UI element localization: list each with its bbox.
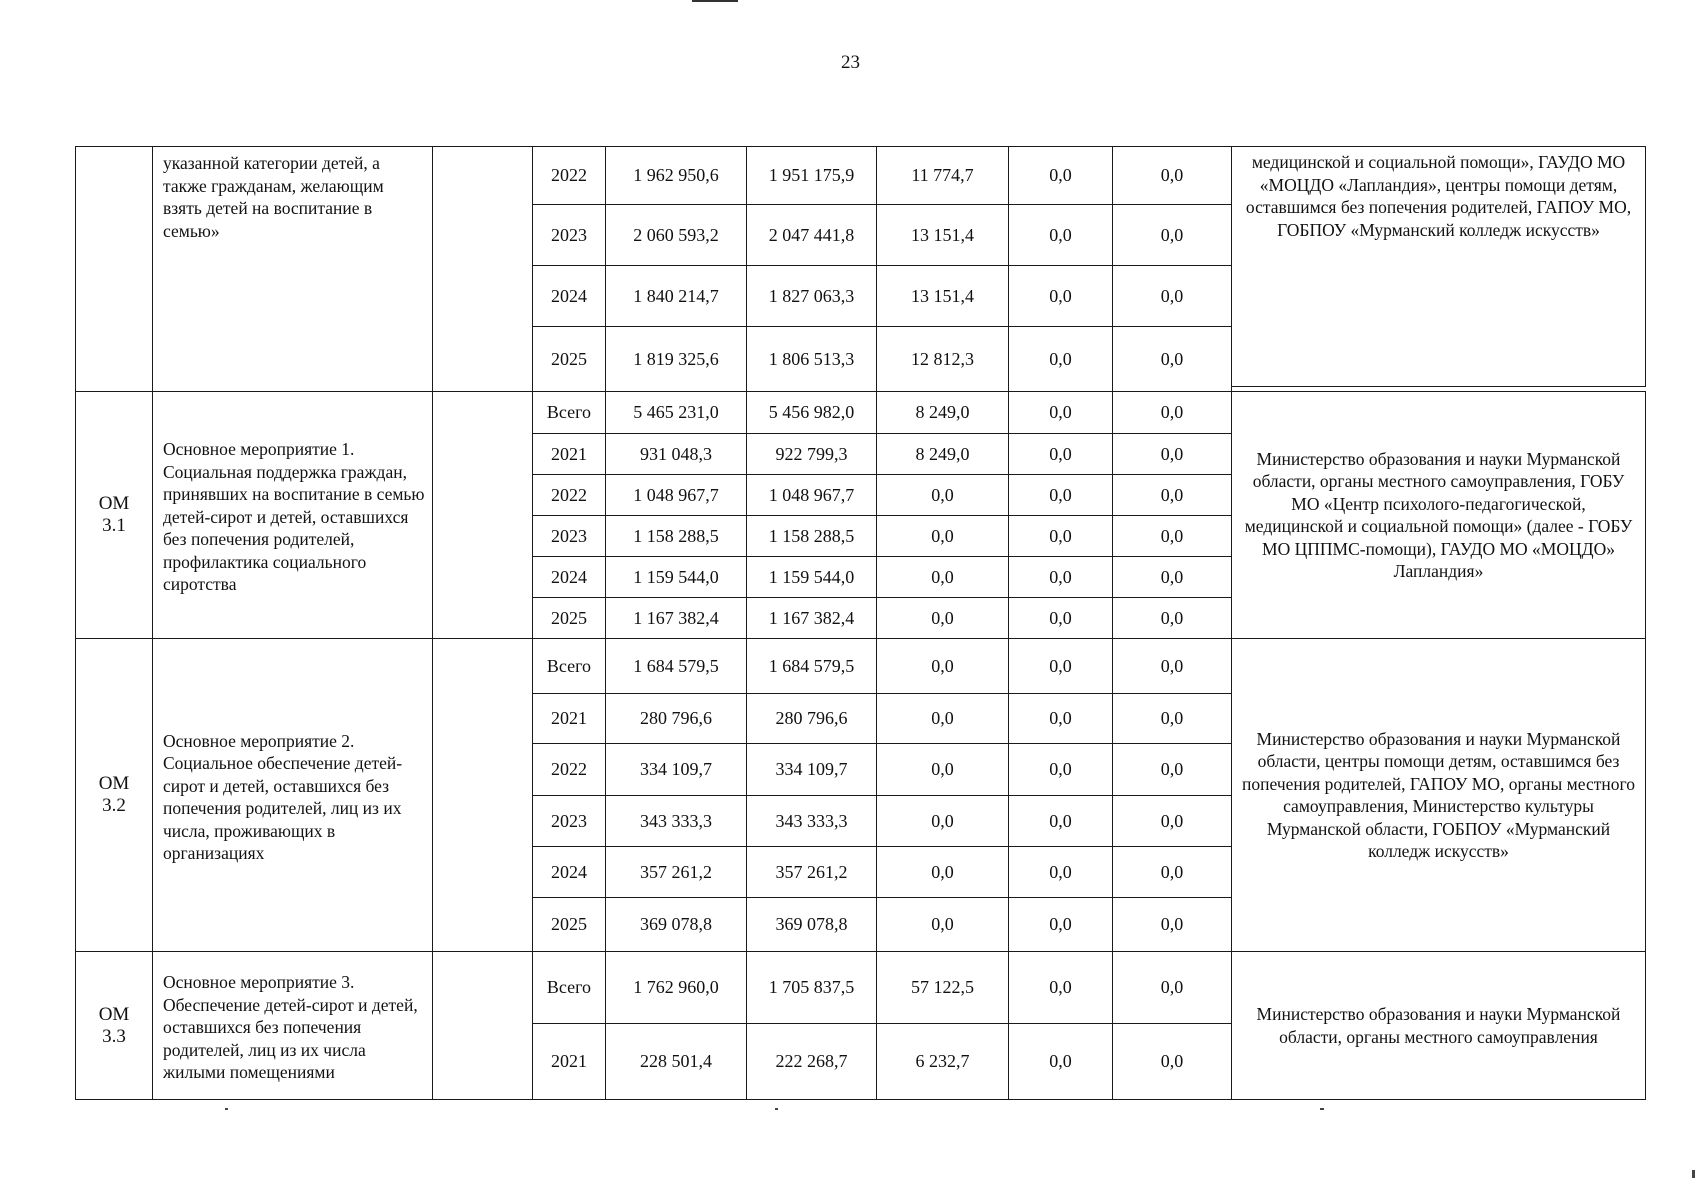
- activity-description-cell: [152, 391, 433, 639]
- other-sources-cell: 0,0: [1112, 433, 1232, 475]
- year-cell: 2022: [532, 474, 606, 516]
- year-cell: Всего: [532, 951, 606, 1024]
- other-sources-cell: 0,0: [1112, 597, 1232, 639]
- year-cell: 2024: [532, 265, 606, 327]
- responsible-executors-cell: [1231, 391, 1646, 639]
- local-budget-cell: 0,0: [1008, 597, 1113, 639]
- other-sources-cell: 0,0: [1112, 693, 1232, 744]
- federal-budget-cell: 0,0: [876, 897, 1009, 952]
- local-budget-cell: 0,0: [1008, 897, 1113, 952]
- activity-description: указанной категории детей, а также гражданам, желающим взять детей на воспитание в семью»: [163, 153, 384, 241]
- federal-budget-cell: 11 774,7: [876, 146, 1009, 205]
- other-sources-cell: 0,0: [1112, 1023, 1232, 1100]
- year-cell: 2024: [532, 556, 606, 598]
- responsible-executors: медицинской и социальной помощи», ГАУДО МО «МОЦДО «Лапландия», центры помощи детям, оставшимся без попечения родителей, ГАПОУ МО, ГОБПОУ «Мурманский колледж искусств»: [1245, 152, 1632, 240]
- empty-column-cell: [432, 951, 533, 1100]
- federal-budget-cell: 13 151,4: [876, 204, 1009, 266]
- local-budget-cell: 0,0: [1008, 515, 1113, 557]
- regional-budget-cell: 357 261,2: [746, 846, 877, 898]
- federal-budget-cell: 0,0: [876, 597, 1009, 639]
- responsible-executors-cell: [1231, 638, 1646, 952]
- total-cell: 5 465 231,0: [605, 391, 747, 434]
- regional-budget-cell: 1 951 175,9: [746, 146, 877, 205]
- total-cell: 1 819 325,6: [605, 326, 747, 392]
- total-cell: 1 762 960,0: [605, 951, 747, 1024]
- federal-budget-cell: 0,0: [876, 556, 1009, 598]
- regional-budget-cell: 922 799,3: [746, 433, 877, 475]
- other-sources-cell: 0,0: [1112, 846, 1232, 898]
- local-budget-cell: 0,0: [1008, 693, 1113, 744]
- local-budget-cell: 0,0: [1008, 743, 1113, 796]
- year-cell: Всего: [532, 638, 606, 694]
- local-budget-cell: 0,0: [1008, 846, 1113, 898]
- total-cell: 1 962 950,6: [605, 146, 747, 205]
- federal-budget-cell: 0,0: [876, 846, 1009, 898]
- other-sources-cell: 0,0: [1112, 556, 1232, 598]
- scan-speck: [775, 1108, 778, 1110]
- regional-budget-cell: 1 827 063,3: [746, 265, 877, 327]
- other-sources-cell: 0,0: [1112, 795, 1232, 847]
- total-cell: 1 684 579,5: [605, 638, 747, 694]
- scan-speck: [1320, 1108, 1324, 1110]
- other-sources-cell: 0,0: [1112, 897, 1232, 952]
- empty-column-cell: [432, 391, 533, 639]
- other-sources-cell: 0,0: [1112, 391, 1232, 434]
- responsible-executors-cell: [1231, 951, 1646, 1100]
- local-budget-cell: 0,0: [1008, 474, 1113, 516]
- activity-code-cell: [75, 146, 153, 392]
- activity-description-cell: [152, 951, 433, 1100]
- local-budget-cell: 0,0: [1008, 433, 1113, 475]
- total-cell: 280 796,6: [605, 693, 747, 744]
- scan-mark: [692, 0, 738, 2]
- federal-budget-cell: 12 812,3: [876, 326, 1009, 392]
- regional-budget-cell: 1 684 579,5: [746, 638, 877, 694]
- responsible-executors: Министерство образования и науки Мурманской области, органы местного самоуправления, ГОБУ МО «Центр психолого-педагогической, медицинской и социальной помощи» (далее - ГОБУ МО ЦППМС-помощи), ГАУДО МО «МОЦДО» Лапландия»: [1244, 448, 1633, 581]
- scan-speck: [225, 1108, 228, 1110]
- other-sources-cell: 0,0: [1112, 515, 1232, 557]
- activity-code: ОМ 3.1: [98, 493, 130, 536]
- year-cell: 2022: [532, 146, 606, 205]
- total-cell: 343 333,3: [605, 795, 747, 847]
- total-cell: 334 109,7: [605, 743, 747, 796]
- federal-budget-cell: 0,0: [876, 795, 1009, 847]
- federal-budget-cell: 8 249,0: [876, 391, 1009, 434]
- regional-budget-cell: 5 456 982,0: [746, 391, 877, 434]
- federal-budget-cell: 8 249,0: [876, 433, 1009, 475]
- other-sources-cell: 0,0: [1112, 326, 1232, 392]
- regional-budget-cell: 1 159 544,0: [746, 556, 877, 598]
- other-sources-cell: 0,0: [1112, 951, 1232, 1024]
- total-cell: 357 261,2: [605, 846, 747, 898]
- other-sources-cell: 0,0: [1112, 146, 1232, 205]
- regional-budget-cell: 1 167 382,4: [746, 597, 877, 639]
- page-number: 23: [841, 52, 860, 73]
- activity-description: Основное мероприятие 3. Обеспечение детей-сирот и детей, оставшихся без попечения родителей, лиц из их числа жилыми помещениями: [163, 972, 418, 1083]
- federal-budget-cell: 0,0: [876, 693, 1009, 744]
- regional-budget-cell: 280 796,6: [746, 693, 877, 744]
- year-cell: 2025: [532, 597, 606, 639]
- year-cell: 2023: [532, 204, 606, 266]
- responsible-executors-cell: [1231, 146, 1646, 387]
- local-budget-cell: 0,0: [1008, 951, 1113, 1024]
- local-budget-cell: 0,0: [1008, 146, 1113, 205]
- federal-budget-cell: 13 151,4: [876, 265, 1009, 327]
- regional-budget-cell: 1 158 288,5: [746, 515, 877, 557]
- total-cell: 228 501,4: [605, 1023, 747, 1100]
- year-cell: 2021: [532, 1023, 606, 1100]
- other-sources-cell: 0,0: [1112, 265, 1232, 327]
- year-cell: 2023: [532, 515, 606, 557]
- empty-column-cell: [432, 638, 533, 952]
- federal-budget-cell: 0,0: [876, 515, 1009, 557]
- activity-code-cell: [75, 951, 153, 1100]
- federal-budget-cell: 0,0: [876, 638, 1009, 694]
- year-cell: 2025: [532, 897, 606, 952]
- activity-code: ОМ 3.3: [98, 1003, 130, 1047]
- activity-code-cell: [75, 638, 153, 952]
- year-cell: 2021: [532, 433, 606, 475]
- scan-speck: [1692, 1170, 1695, 1178]
- regional-budget-cell: 334 109,7: [746, 743, 877, 796]
- year-cell: 2022: [532, 743, 606, 796]
- regional-budget-cell: 1 705 837,5: [746, 951, 877, 1024]
- empty-column-cell: [432, 146, 533, 392]
- regional-budget-cell: 2 047 441,8: [746, 204, 877, 266]
- federal-budget-cell: 0,0: [876, 474, 1009, 516]
- activity-description-cell: [152, 638, 433, 952]
- federal-budget-cell: 6 232,7: [876, 1023, 1009, 1100]
- activity-description: Основное мероприятие 2. Социальное обеспечение детей-сирот и детей, оставшихся без попечения родителей, лиц из их числа, проживающих в организациях: [163, 730, 403, 863]
- local-budget-cell: 0,0: [1008, 1023, 1113, 1100]
- total-cell: 1 048 967,7: [605, 474, 747, 516]
- total-cell: 2 060 593,2: [605, 204, 747, 266]
- local-budget-cell: 0,0: [1008, 556, 1113, 598]
- year-cell: 2024: [532, 846, 606, 898]
- total-cell: 1 158 288,5: [605, 515, 747, 557]
- regional-budget-cell: 222 268,7: [746, 1023, 877, 1100]
- total-cell: 1 840 214,7: [605, 265, 747, 327]
- total-cell: 931 048,3: [605, 433, 747, 475]
- year-cell: 2023: [532, 795, 606, 847]
- activity-description-cell: [152, 146, 433, 392]
- activity-code-cell: [75, 391, 153, 639]
- total-cell: 1 159 544,0: [605, 556, 747, 598]
- local-budget-cell: 0,0: [1008, 265, 1113, 327]
- other-sources-cell: 0,0: [1112, 474, 1232, 516]
- other-sources-cell: 0,0: [1112, 204, 1232, 266]
- activity-code: ОМ 3.2: [98, 773, 130, 816]
- year-cell: 2025: [532, 326, 606, 392]
- local-budget-cell: 0,0: [1008, 795, 1113, 847]
- activity-description: Основное мероприятие 1. Социальная поддержка граждан, принявших на воспитание в семью детей-сирот и детей, оставшихся без попечения родителей, профилактика социального сиротства: [163, 439, 425, 595]
- total-cell: 369 078,8: [605, 897, 747, 952]
- federal-budget-cell: 0,0: [876, 743, 1009, 796]
- responsible-executors: Министерство образования и науки Мурманской области, органы местного самоуправления: [1256, 1004, 1621, 1047]
- local-budget-cell: 0,0: [1008, 204, 1113, 266]
- regional-budget-cell: 1 048 967,7: [746, 474, 877, 516]
- other-sources-cell: 0,0: [1112, 743, 1232, 796]
- responsible-executors: Министерство образования и науки Мурманской области, центры помощи детям, оставшимся без попечения родителей, ГАПОУ МО, органы местного самоуправления, Министерство культуры Мурманской области, ГОБПОУ «Мурманский колледж искусств»: [1242, 728, 1635, 861]
- local-budget-cell: 0,0: [1008, 638, 1113, 694]
- local-budget-cell: 0,0: [1008, 326, 1113, 392]
- regional-budget-cell: 1 806 513,3: [746, 326, 877, 392]
- year-cell: 2021: [532, 693, 606, 744]
- other-sources-cell: 0,0: [1112, 638, 1232, 694]
- total-cell: 1 167 382,4: [605, 597, 747, 639]
- local-budget-cell: 0,0: [1008, 391, 1113, 434]
- regional-budget-cell: 343 333,3: [746, 795, 877, 847]
- federal-budget-cell: 57 122,5: [876, 951, 1009, 1024]
- year-cell: Всего: [532, 391, 606, 434]
- regional-budget-cell: 369 078,8: [746, 897, 877, 952]
